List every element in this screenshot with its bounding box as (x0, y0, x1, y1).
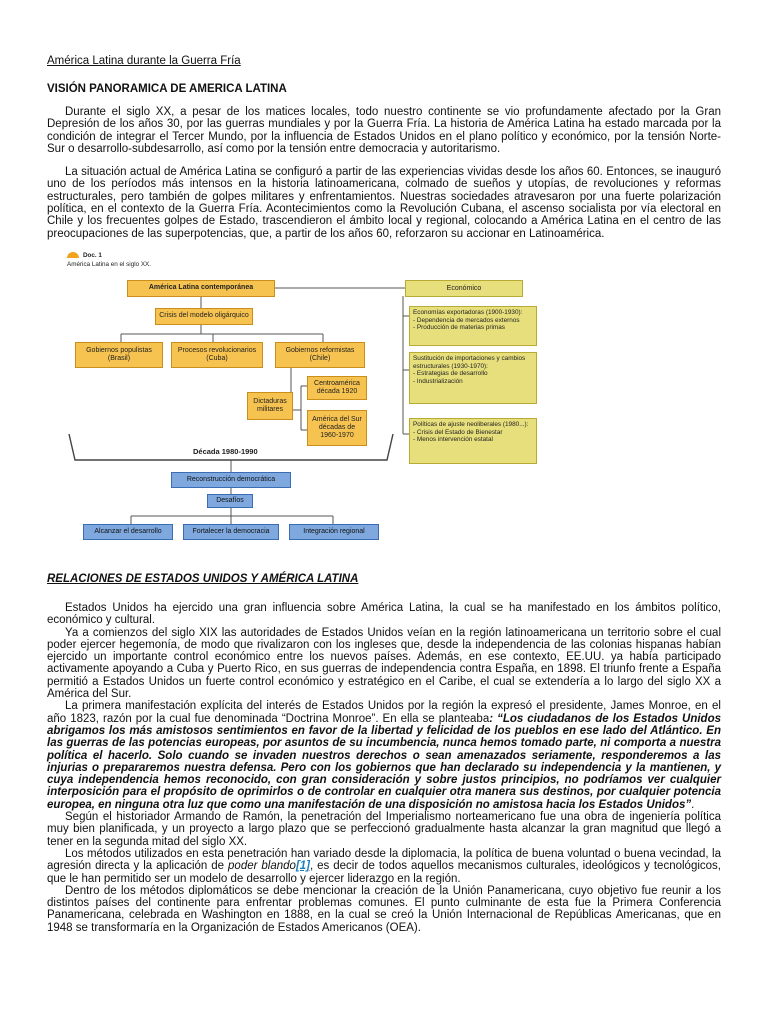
paragraph-metodos (47, 848, 721, 885)
paragraph: Según el historiador Armando de Ramón, la penetración del Imperialismo norteamericano fue una obra de ingeniería política muy bien planificada, y un proyecto a largo plazo que se perfeccionó gradualmente hasta alcanzar la gran magnitud que llegó a tener en la segunda mitad del siglo XX. (47, 811, 721, 848)
box-centroamerica: Centroamérica década 1920 (307, 376, 367, 400)
paragraph: Dentro de los métodos diplomáticos se debe mencionar la creación de la Unión Panamericana, cuyo objetivo fue reunir a los distintos países del continente para enfrentar problemas comunes. El punto culminante de esta fue la Primera Conferencia Panamericana, celebrada en Washington en 1888, en la cual se creó la Unión Internacional de Repúblicas Americanas, que en 1948 se transformaría en la Organización de Estados Americanos (OEA). (47, 884, 721, 934)
box-dictaduras: Dictaduras militares (247, 392, 293, 420)
paragraph: Durante el siglo XX, a pesar de los matices locales, todo nuestro continente se vio profundamente afectado por la Gran Depresión de los años 30, por las guerras mundiales y por la Guerra Fría. La historia de América Latina ha estado marcada por la condición de integrar el Tercer Mundo, por la influencia de Estados Unidos en el plano político y económico, por la tensión Norte-Sur o desarrollo-subdesarrollo, así como por la tensión entre democracia y autoritarismo. (47, 106, 721, 155)
monroe-end: . (691, 798, 695, 811)
monroe-intro: La primera manifestación explícita del interés de Estados Unidos por la región la expresó el presidente, James Monroe, en el año 1823, razón por la cual fue denominada “Doctrina Monroe”. En ella se planteaba (47, 700, 721, 725)
box-politicas-neoliberales (409, 418, 537, 464)
document-title: América Latina durante la Guerra Fría (47, 55, 241, 67)
box-desafios: Desafíos (207, 494, 253, 508)
doc-caption: América Latina en el siglo XX. (67, 260, 152, 268)
box-alcanzar-desarrollo: Alcanzar el desarrollo (83, 524, 173, 540)
box-america-del-sur: América del Sur décadas de 1960-1970 (307, 410, 367, 446)
footnote-link[interactable]: [1] (295, 860, 310, 873)
metodos-text: Los métodos utilizados en esta penetración han variado desde la diplomacia, la política de buena voluntad o buena vecindad, la agresión directa y la aplicación de (47, 847, 721, 873)
paragraph: La situación actual de América Latina se configuró a partir de las experiencias vividas desde los años 60. Entonces, se inauguró uno de los períodos más intensos en la historia latinoamericana, colmado de sueños y utopías, de revoluciones y reformas estructurales, pero también de golpes militares y enfrentamientos. Nuestras sociedades atravesaron por una fuerte polarización política, en el contexto de la Guerra Fría. Acontecimientos como la Revolución Cubana, el ascenso socialista por vía electoral en Chile y los frecuentes golpes de Estado, trascendieron el ámbito local y regional, colocando a América Latina en el centro de las preocupaciones de las superpotencias, que, a partir de los años 60, reforzaron su accionar en Latinoamérica. (47, 166, 721, 240)
paragraph-monroe (47, 700, 721, 811)
poder-blando: poder blando (228, 860, 296, 873)
eco1-title: Economías exportadoras (1900-1930): (413, 308, 523, 316)
paragraph: Estados Unidos ha ejercido una gran influencia sobre América Latina, la cual se ha manifestado en los ámbitos político, económico y cultural. (47, 601, 721, 627)
eco1-item: - Producción de materias primas (413, 324, 505, 332)
decade-label: Década 1980-1990 (193, 446, 258, 456)
eco2-item: - Estrategias de desarrollo (413, 370, 488, 378)
eco2-item: - Industrialización (413, 377, 463, 385)
eco3-item: - Crisis del Estado de Bienestar (413, 428, 503, 436)
section-heading-relaciones: RELACIONES DE ESTADOS UNIDOS Y AMÉRICA LATINA (47, 572, 359, 585)
eco3-title: Políticas de ajuste neoliberales (1980...): (413, 420, 529, 428)
box-reconstruccion: Reconstrucción democrática (171, 472, 291, 488)
eco2-title: Sustitución de importaciones y cambios estructurales (1930-1970): (413, 354, 526, 370)
doc-icon (67, 252, 79, 258)
metodos-text-end: , es decir de todos aquellos mecanismos culturales, ideológicos y tecnológicos, que le han permitido ser un modelo de desarrollo y ejercer liderazgo en la región. (47, 860, 721, 885)
diagram-america-latina-siglo-xx (61, 248, 541, 548)
box-economias-exportadoras (409, 306, 537, 346)
box-economico: Económico (405, 280, 523, 297)
doc-label: Doc. 1 (83, 251, 102, 259)
monroe-quote: : “Los ciudadanos de los Estados Unidos abrigamos los más amistosos sentimientos en favor de la libertad y felicidad de los pueblos en ese lado del Atlántico. En las guerras de las potencias europeas, por asuntos de su incumbencia, nunca hemos tomado parte, ni comporta a nuestra política el hacerlo. Solo cuando se invaden nuestros derechos o sean amenazados seriamente, responderemos a las injurias o prepararemos nuestra defensa. Pero con los gobiernos que han declarado su independencia y la mantienen, y cuya independencia hemos reconocido, con gran consideración y sobre justos principios, no podríamos ver cualquier interposición para el propósito de oprimirlos o de controlar en cualquier otra manera sus destinos, por cualquier potencia europea, en ninguna otra luz que como una manifestación de una disposición no amistosa hacia los Estados Unidos” (47, 712, 721, 811)
box-gobiernos-reformistas: Gobiernos reformistas (Chile) (275, 342, 365, 368)
box-integracion-regional: Integración regional (289, 524, 379, 540)
box-procesos-revolucionarios: Procesos revolucionarios (Cuba) (171, 342, 263, 368)
box-crisis: Crisis del modelo oligárquico (155, 308, 253, 325)
document-page (47, 54, 721, 934)
eco3-item: - Menos intervención estatal (413, 436, 493, 444)
section-heading-vision: VISIÓN PANORAMICA DE AMERICA LATINA (47, 83, 287, 95)
eco1-item: - Dependencia de mercados externos (413, 316, 520, 324)
box-gobiernos-populistas: Gobiernos populistas (Brasil) (75, 342, 163, 368)
box-fortalecer-democracia: Fortalecer la democracia (183, 524, 279, 540)
box-root: América Latina contemporánea (127, 280, 275, 297)
box-sustitucion-importaciones (409, 352, 537, 404)
paragraph: Ya a comienzos del siglo XIX las autoridades de Estados Unidos veían en la región latinoamericana un territorio sobre el cual poder ejercer hegemonía, de modo que rivalizaron con los ingleses que, desde la independencia de las colonias hispanas habían ejercido un importante control económico entre los nuevos países. Además, en ese contexto, EE.UU. ya había participado activamente apoyando a Cuba y Puerto Rico, en sus guerras de independencia contra España, en 1898. El triunfo frente a España permitió a Estados Unidos un fuerte control económico y estratégico en el Caribe, el cual se extendería a lo largo del siglo XX a América del Sur. (47, 626, 721, 701)
